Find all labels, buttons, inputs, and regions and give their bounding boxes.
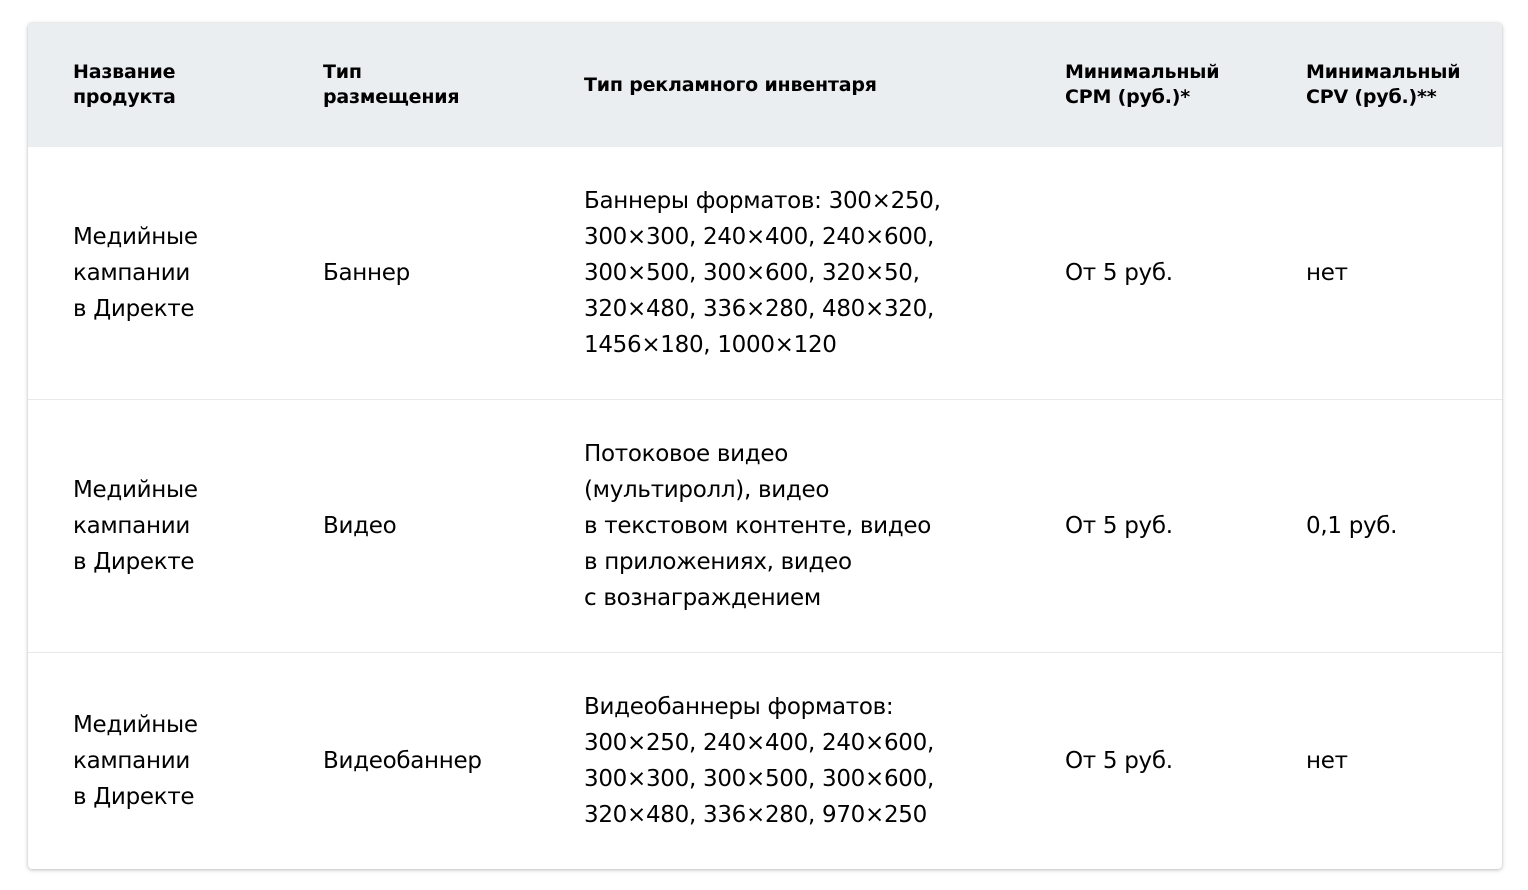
cell-cpm: От 5 руб. <box>1065 259 1173 286</box>
header-min-cpm: Минимальный CPM (руб.)* <box>1065 61 1220 108</box>
header-min-cpv: Минимальный CPV (руб.)** <box>1306 61 1461 108</box>
header-placement-type: Тип размещения <box>323 61 460 108</box>
cell-product: Медийные кампании в Директе <box>73 223 198 322</box>
cell-placement: Видеобаннер <box>323 747 482 774</box>
cell-placement: Баннер <box>323 259 410 286</box>
pricing-table-card <box>28 23 1502 869</box>
cell-cpv: нет <box>1306 259 1348 286</box>
table-row <box>28 399 1502 652</box>
cell-product: Медийные кампании в Директе <box>73 711 198 810</box>
cell-inventory: Потоковое видео (мультиролл), видео в текстовом контенте, видео в приложениях, видео с вознаграждением <box>584 440 931 611</box>
cell-product: Медийные кампании в Директе <box>73 476 198 575</box>
cell-placement: Видео <box>323 512 397 539</box>
cell-cpm: От 5 руб. <box>1065 512 1173 539</box>
header-product-name: Название продукта <box>73 61 176 108</box>
cell-cpv: нет <box>1306 747 1348 774</box>
cell-cpv: 0,1 руб. <box>1306 512 1398 539</box>
table-header-row <box>28 23 1502 147</box>
cell-cpm: От 5 руб. <box>1065 747 1173 774</box>
table-row <box>28 652 1502 869</box>
cell-inventory: Баннеры форматов: 300×250, 300×300, 240×400, 240×600, 300×500, 300×600, 320×50, 320×480, 336×280, 480×320, 1456×180, 1000×120 <box>584 187 941 358</box>
cell-inventory: Видеобаннеры форматов: 300×250, 240×400, 240×600, 300×300, 300×500, 300×600, 320×480, 336×280, 970×250 <box>584 693 934 828</box>
pricing-table <box>28 23 1502 869</box>
header-inventory-type: Тип рекламного инвентаря <box>584 73 877 96</box>
table-row <box>28 147 1502 399</box>
